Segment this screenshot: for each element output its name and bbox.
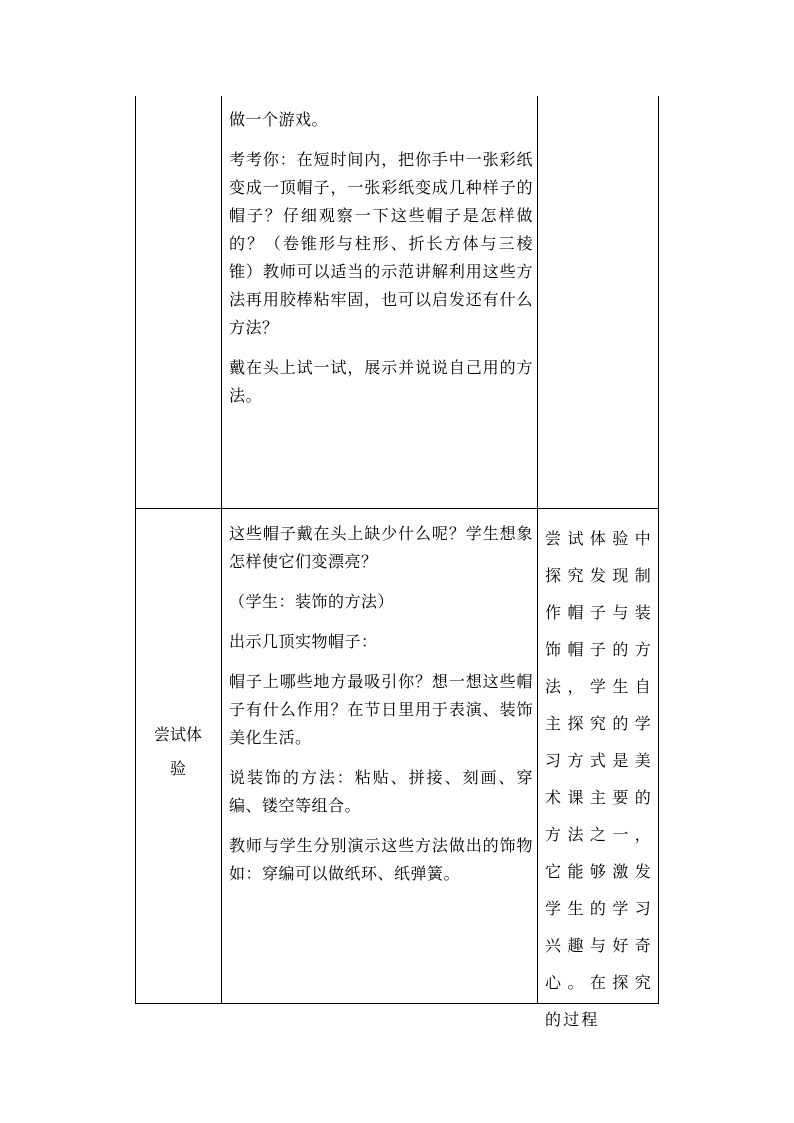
row2-paragraph-2: （学生：装饰的方法） bbox=[229, 592, 395, 611]
row2-note-text: 尝试体验中探究发现制作帽子与装饰帽子的方法，学生自主探究的学习方式是美术课主要的方法之一，它能够激发学生的学习兴趣与好奇心。在探究的过程 bbox=[545, 529, 653, 1029]
row1-paragraph-2: 考考你：在短时间内，把你手中一张彩纸变成一顶帽子，一张彩纸变成几种样子的帽子？仔细观察一下这些帽子是怎样做的？（卷锥形与柱形、折长方体与三棱锥）教师可以适当的示范讲解利用这些方法再用胶棒粘牢固，也可以启发还有什么方法？ bbox=[229, 150, 533, 337]
row2-paragraph-6: 教师与学生分别演示这些方法做出的饰物如：穿编可以做纸环、纸弹簧。 bbox=[229, 836, 533, 883]
row1-paragraph-3: 戴在头上试一试，展示并说说自己用的方法。 bbox=[229, 358, 533, 405]
table-border-left bbox=[135, 96, 136, 1004]
row1-paragraph-1: 做一个游戏。 bbox=[229, 110, 329, 129]
row2-paragraph-5: 说装饰的方法：粘贴、拼接、刻画、穿编、镂空等组合。 bbox=[229, 768, 533, 815]
row2-label-line2: 验 bbox=[169, 759, 186, 778]
column-divider-2 bbox=[537, 96, 538, 1004]
row2-paragraph-4: 帽子上哪些地方最吸引你？想一想这些帽子有什么作用？在节日里用于表演、装饰美化生活。 bbox=[229, 672, 533, 747]
table-border-right bbox=[658, 96, 659, 1004]
lesson-table bbox=[135, 96, 659, 1029]
row-divider bbox=[135, 508, 659, 509]
row2-label-cell bbox=[135, 718, 221, 786]
row2-paragraph-1: 这些帽子戴在头上缺少什么呢？学生想象怎样使它们变漂亮？ bbox=[229, 524, 533, 571]
row1-content-cell bbox=[229, 106, 533, 410]
column-divider-1 bbox=[221, 96, 222, 1004]
row2-note-cell bbox=[545, 520, 653, 1038]
row2-content-cell bbox=[229, 520, 533, 888]
row2-paragraph-3: 出示几顶实物帽子： bbox=[229, 632, 378, 651]
row2-label-line1: 尝试体 bbox=[153, 725, 202, 744]
